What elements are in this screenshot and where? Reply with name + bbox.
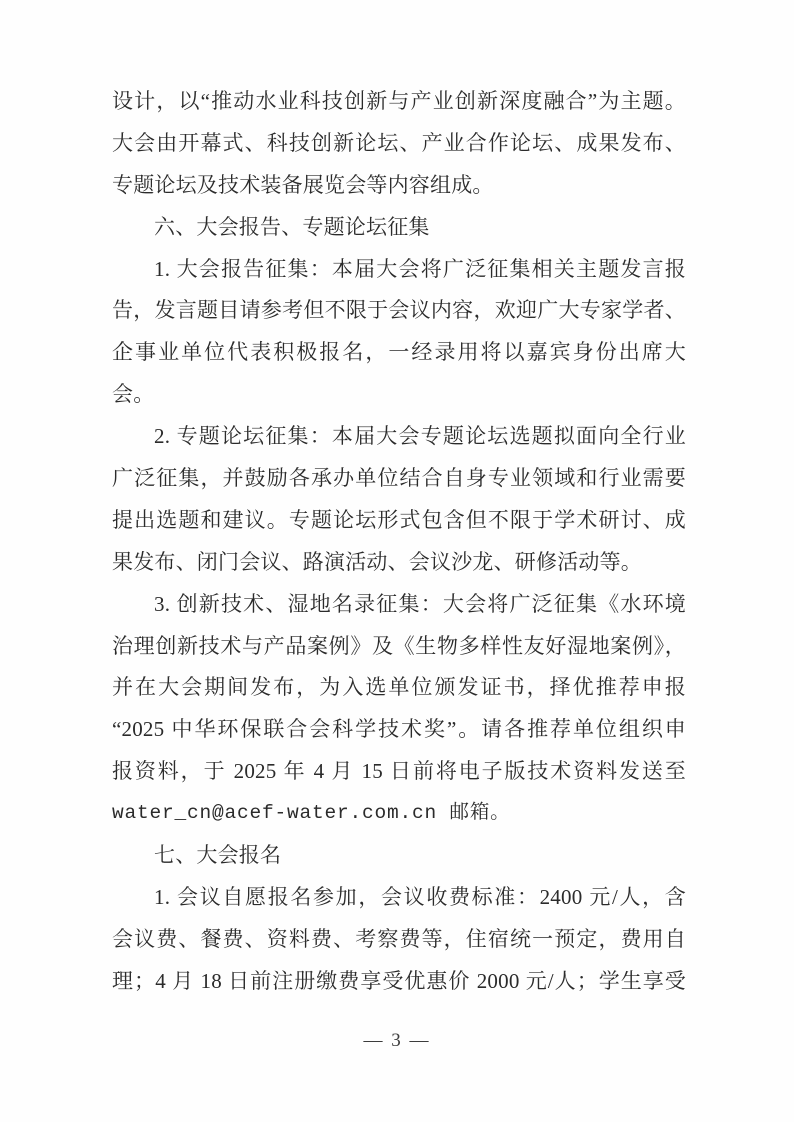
paragraph-line: 会。	[112, 382, 155, 407]
paragraph-line: 果发布、闭门会议、路演活动、会议沙龙、研修活动等。	[112, 549, 642, 574]
paragraph-line: 专题论坛及技术装备展览会等内容组成。	[112, 172, 494, 197]
contact-email-line: water_cn@acef-water.com.cn 邮箱。	[112, 802, 511, 825]
paragraph-line: 告，发言题目请参考但不限于会议内容，欢迎广大专家学者、	[112, 298, 686, 323]
paragraph-line: 会议费、餐费、资料费、考察费等，住宿统一预定，费用自	[112, 926, 686, 951]
paragraph-line: 企事业单位代表积极报名，一经录用将以嘉宾身份出席大	[112, 340, 686, 365]
paragraph-line: 设计，以“推动水业科技创新与产业创新深度融合”为主题。	[112, 89, 686, 113]
paragraph-line: 理；4 月 18 日前注册缴费享受优惠价 2000 元/人；学生享受	[112, 968, 686, 993]
paragraph-line: 1. 大会报告征集：本届大会将广泛征集相关主题发言报	[154, 256, 686, 281]
paragraph-line: “2025 中华环保联合会科学技术奖”。请各推荐单位组织申	[112, 717, 686, 742]
section-6-heading: 六、大会报告、专题论坛征集	[154, 214, 430, 239]
paragraph-line: 1. 会议自愿报名参加，会议收费标准：2400 元/人，含	[154, 884, 686, 909]
paragraph-line: 提出选题和建议。专题论坛形式包含但不限于学术研讨、成	[112, 507, 686, 532]
section-7-heading: 七、大会报名	[154, 843, 282, 868]
paragraph-line: 2. 专题论坛征集：本届大会专题论坛选题拟面向全行业	[154, 424, 686, 449]
paragraph-line: 治理创新技术与产品案例》及《生物多样性友好湿地案例》，	[112, 633, 686, 658]
paragraph-line: 并在大会期间发布，为入选单位颁发证书，择优推荐申报	[112, 675, 686, 700]
paragraph-line: 广泛征集，并鼓励各承办单位结合自身专业领域和行业需要	[112, 466, 686, 491]
paragraph-line: 大会由开幕式、科技创新论坛、产业合作论坛、成果发布、	[112, 130, 686, 155]
paragraph-line: 报资料，于 2025 年 4 月 15 日前将电子版技术资料发送至	[112, 759, 686, 784]
document-body	[112, 81, 686, 1003]
paragraph-line: 3. 创新技术、湿地名录征集：大会将广泛征集《水环境	[154, 591, 686, 616]
page-number: — 3 —	[363, 1030, 431, 1051]
